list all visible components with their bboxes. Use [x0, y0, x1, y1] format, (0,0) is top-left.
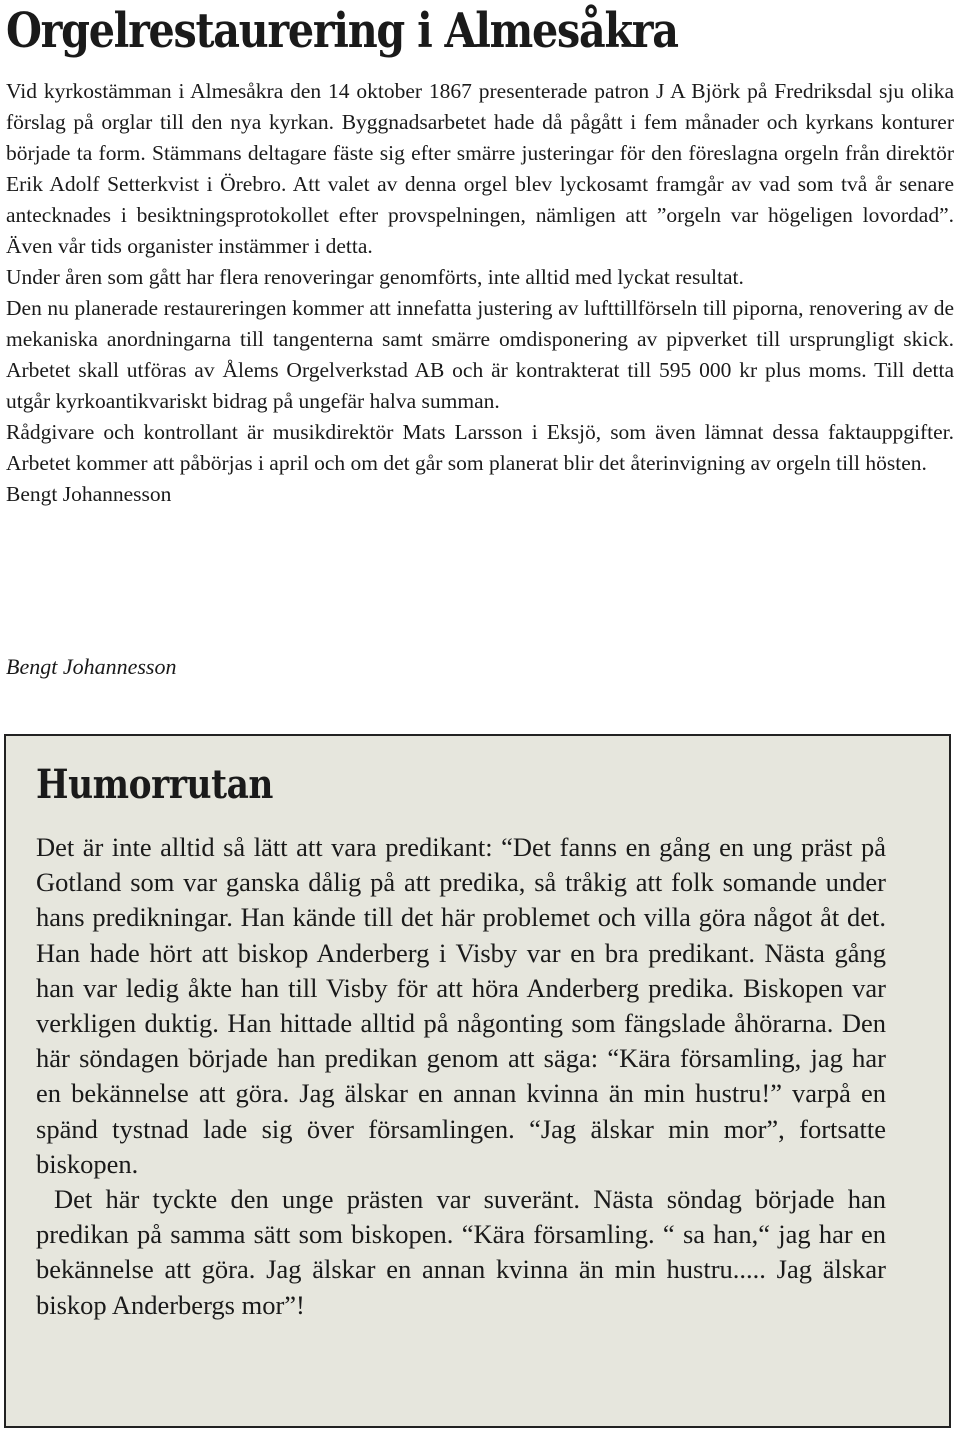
- article-paragraph: Under åren som gått har flera renoveringar genomförts, inte alltid med lyckat resultat.: [6, 265, 744, 289]
- author-name: Bengt Johannesson: [6, 482, 172, 506]
- humor-paragraph: Det är inte alltid så lätt att vara predikant: “Det fanns en gång en ung präst på Gotland som var ganska dålig på att predika, så tråkig att folk somande under hans predikningar. Han kände till det här problemet och villa göra något åt det. Han hade hört att biskop Anderberg i Visby var en bra predikant. Nästa gång han var ledig åkte han till Visby för att höra Anderberg predika. Biskopen var verkligen duktig. Han hittade alltid på någonting som fängslade åhörarna. Den här söndagen började han predikan genom att säga: “Kära församling, jag har en bekännelse att göra. Jag älskar en annan kvinna än min hustru!” varpå en spänd tystnad lade sig över församlingen. “Jag älskar min mor”, fortsatte biskopen.: [36, 832, 886, 1179]
- article-paragraph: Rådgivare och kontrollant är musikdirektör Mats Larsson i Eksjö, som även lämnat dessa faktauppgifter. Arbetet kommer att påbörjas i april och om det går som planerat blir det återinvigning av orgeln till hösten.: [6, 420, 954, 475]
- humor-paragraph: Det här tyckte den unge prästen var suveränt. Nästa söndag började han predikan på samma sätt som biskopen. “Kära församling. “ sa han,“ jag har en bekännelse att göra. Jag älskar en annan kvinna än min hustru..... Jag älskar biskop Anderbergs mor”!: [36, 1184, 886, 1320]
- article-paragraph: Den nu planerade restaureringen kommer att innefatta justering av lufttillförseln till piporna, renovering av de mekaniska anordningarna till tangenterna samt smärre omdisponering av pipverket till ursprungligt skick. Arbetet skall utföras av Ålems Orgelverkstad AB och är kontrakterat till 595 000 kr plus moms. Till detta utgår kyrkoantikvariskt bidrag på ungefär halva summan.: [6, 296, 954, 413]
- article-body: [6, 76, 954, 510]
- page-title: Orgelrestaurering i Almesåkra: [6, 3, 678, 59]
- author-signature: Bengt Johannesson: [6, 654, 177, 679]
- article-paragraph: Vid kyrkostämman i Almesåkra den 14 oktober 1867 presenterade patron J A Björk på Fredriksdal sju olika förslag på orglar till den nya kyrkan. Byggnadsarbetet hade då pågått i fem månader och kyrkans konturer började ta form. Stämmans deltagare fäste sig efter smärre justeringar för den föreslagna orgeln från direktör Erik Adolf Setterkvist i Örebro. Att valet av denna orgel blev lyckosamt framgår av vad som två år senare antecknades i besiktningsprotokollet efter provspelningen, nämligen att ”orgeln var högeligen lovordad”. Även vår tids organister instämmer i detta.: [6, 79, 954, 258]
- humor-box-body: [36, 830, 886, 1323]
- humor-box-title: Humorrutan: [36, 761, 274, 808]
- humor-box: [4, 734, 951, 1428]
